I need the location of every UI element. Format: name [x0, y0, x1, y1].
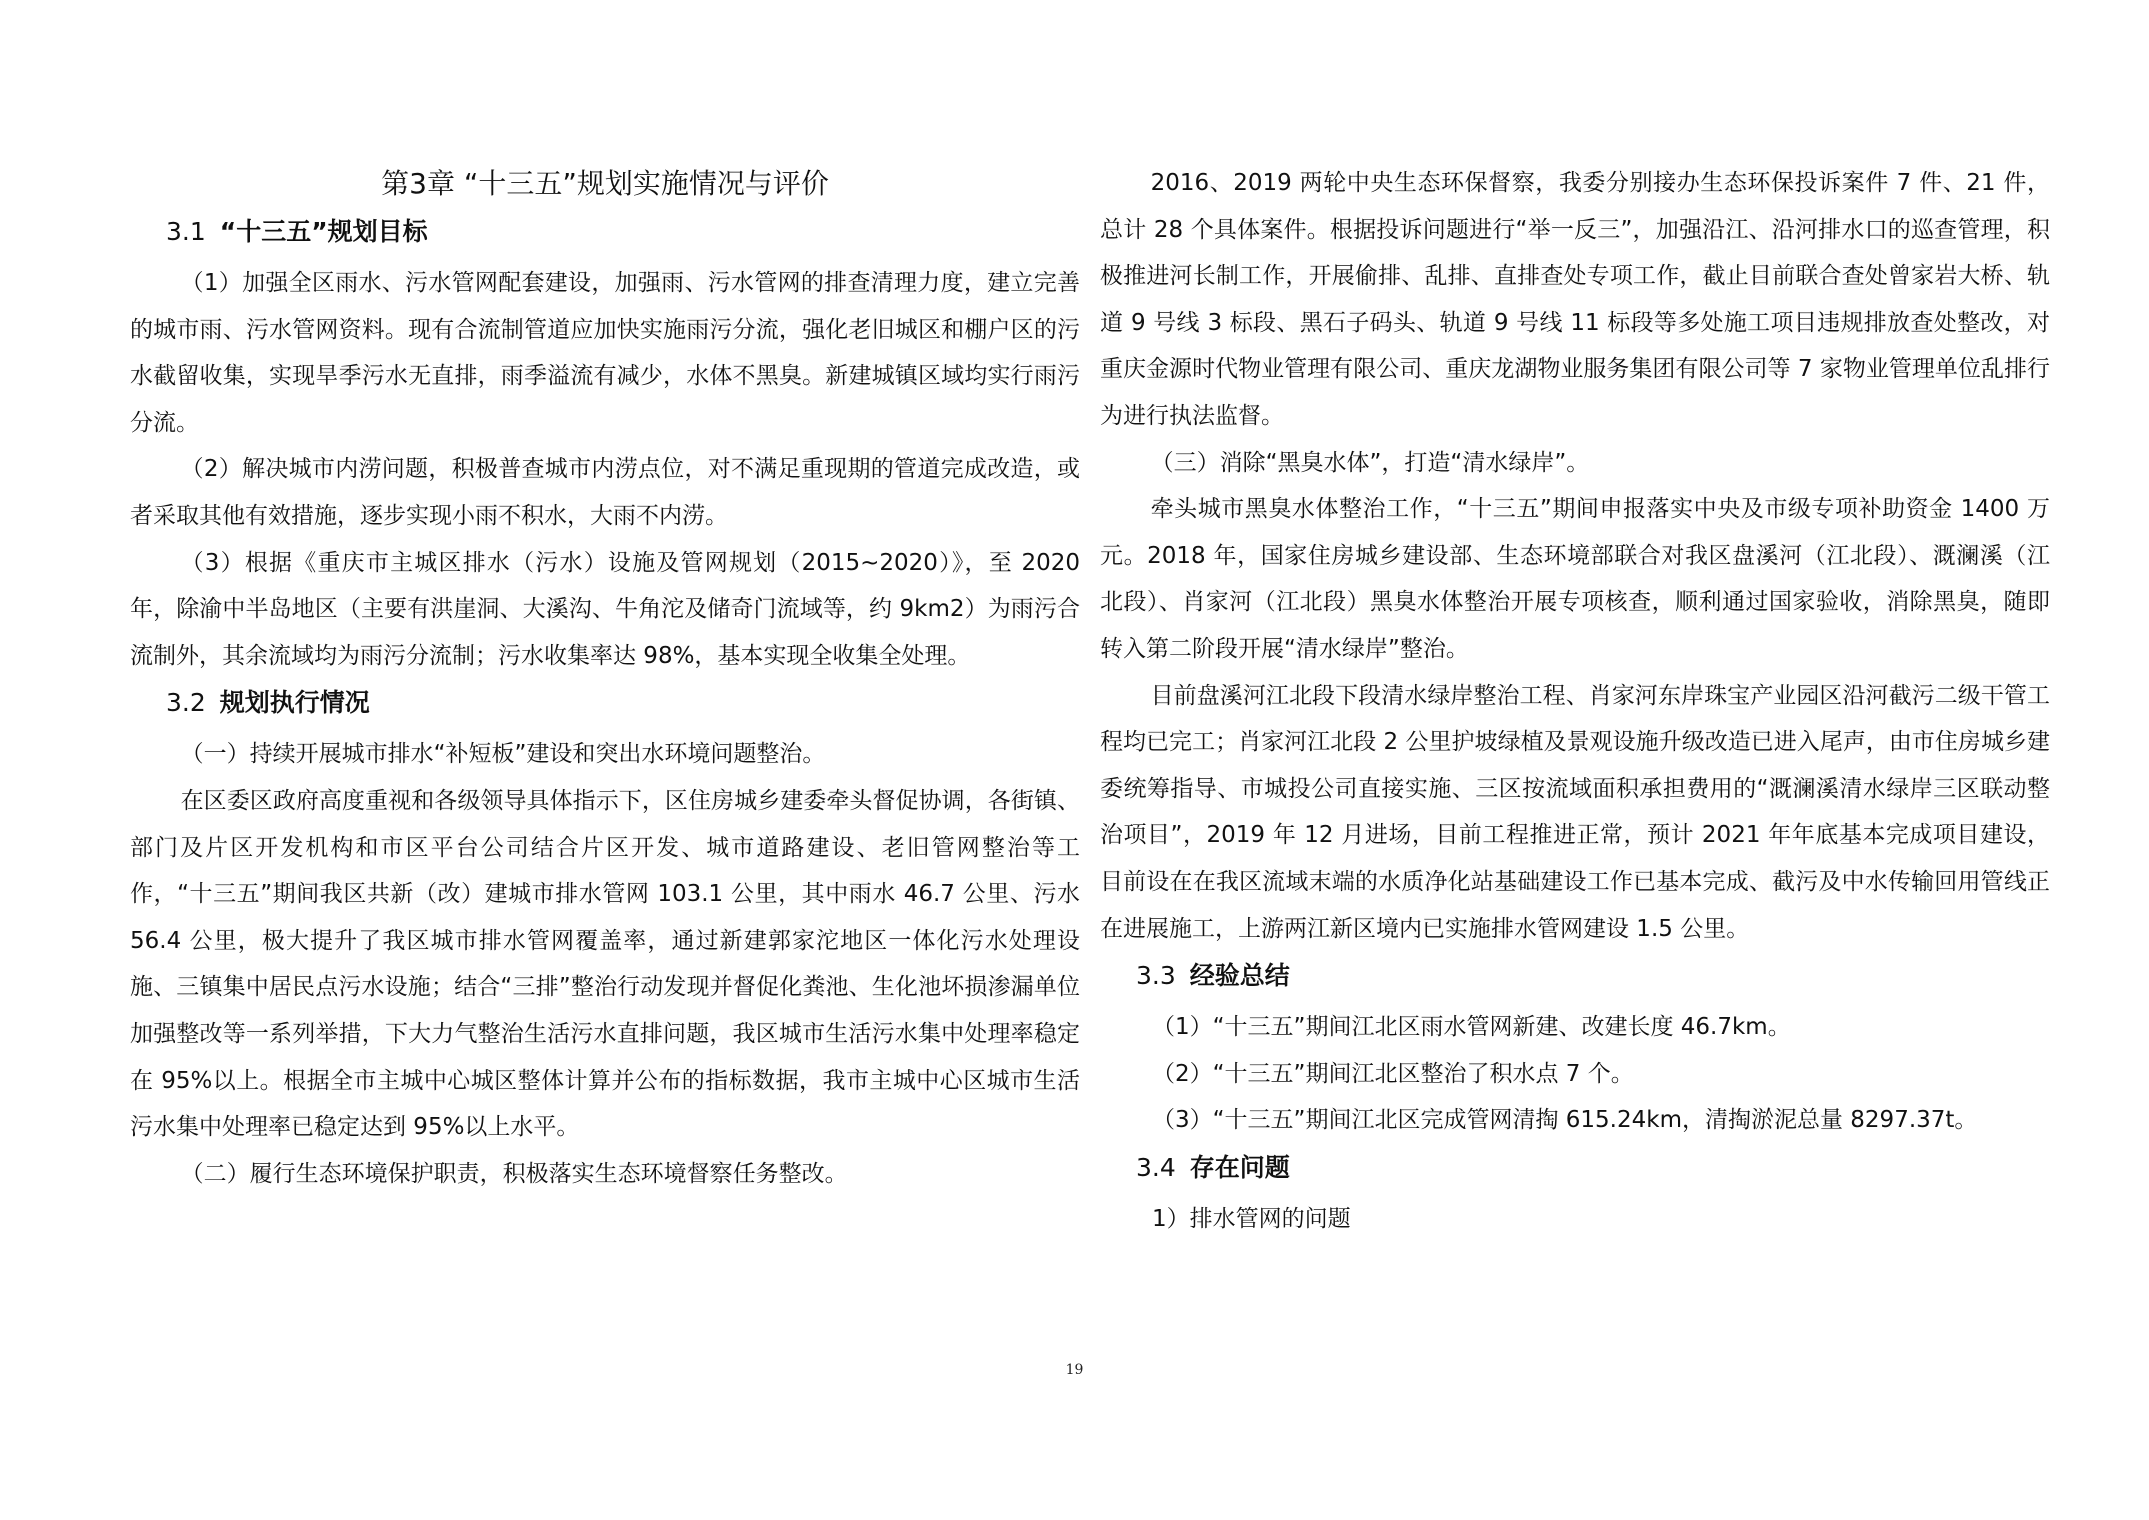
section-title: 经验总结: [1189, 961, 1290, 991]
section-number: 3.4: [1136, 1152, 1176, 1182]
list-item: 1）排水管网的问题: [1152, 1205, 1351, 1232]
chapter-title: 第3章 “十三五”规划实施情况与评价: [381, 167, 829, 200]
section-number: 3.2: [166, 688, 206, 718]
section-heading-3-2: [130, 679, 1080, 727]
section-heading-3-3: [1100, 952, 2050, 1000]
paragraph: （2）解决城市内涝问题，积极普查城市内涝点位，对不满足重现期的管道完成改造，或者采取其他有效措施，逐步实现小雨不积水，大雨不内涝。: [130, 456, 1080, 529]
section-number: 3.1: [166, 217, 206, 246]
paragraph: （1）加强全区雨水、污水管网配套建设，加强雨、污水管网的排查清理力度，建立完善的城市雨、污水管网资料。现有合流制管道应加快实施雨污分流，强化老旧城区和棚户区的污水截留收集，实现旱季污水无直排，雨季溢流有减少，水体不黑臭。新建城镇区域均实行雨污分流。: [130, 270, 1080, 436]
paragraph: 目前盘溪河江北段下段清水绿岸整治工程、肖家河东岸珠宝产业园区沿河截污二级干管工程均已完工；肖家河江北段 2 公里护坡绿植及景观设施升级改造已进入尾声，由市住房城乡建委统筹指导、市城投公司直接实施、三区按流域面积承担费用的“溉澜溪清水绿岸三区联动整治项目”，2019 年 12 月进场，目前工程推进正常，预计 2021 年年底基本完成项目建设，目前设在在我区流域末端的水质净化站基础建设工作已基本完成、截污及中水传输回用管线正在进展施工，上游两江新区境内已实施排水管网建设 1.5 公里。: [1100, 682, 2050, 942]
left-column: [130, 160, 1080, 1197]
page-number: 19: [1065, 1362, 1084, 1378]
paragraph: （三）消除“黑臭水体”，打造“清水绿岸”。: [1150, 449, 1590, 476]
section-heading-3-4: [1100, 1144, 2050, 1192]
paragraph: 在区委区政府高度重视和各级领导具体指示下，区住房城乡建委牵头督促协调，各街镇、部门及片区开发机构和市区平台公司结合片区开发、城市道路建设、老旧管网整治等工作，“十三五”期间我区共新（改）建城市排水管网 103.1 公里，其中雨水 46.7 公里、污水 56.4 公里，极大提升了我区城市排水管网覆盖率，通过新建郭家沱地区一体化污水处理设施、三镇集中居民点污水设施；结合“三排”整治行动发现并督促化粪池、生化池坏损渗漏单位加强整改等一系列举措，下大力气整治生活污水直排问题，我区城市生活污水集中处理率稳定在 95%以上。根据全市主城中心城区整体计算并公布的指标数据，我市主城中心区城市生活污水集中处理率已稳定达到 95%以上水平。: [130, 787, 1080, 1141]
paragraph: 牵头城市黑臭水体整治工作，“十三五”期间申报落实中央及市级专项补助资金 1400 万元。2018 年，国家住房城乡建设部、生态环境部联合对我区盘溪河（江北段）、溉澜溪（江北段）、肖家河（江北段）黑臭水体整治开展专项核查，顺利通过国家验收，消除黑臭，随即转入第二阶段开展“清水绿岸”整治。: [1100, 496, 2050, 662]
section-title: “十三五”规划目标: [219, 217, 428, 246]
paragraph: （二）履行生态环境保护职责，积极落实生态环境督察任务整改。: [180, 1160, 848, 1187]
section-title: 规划执行情况: [219, 688, 370, 718]
section-number: 3.3: [1136, 961, 1176, 991]
list-item: （2）“十三五”期间江北区整治了积水点 7 个。: [1152, 1060, 1634, 1087]
list-item: （3）“十三五”期间江北区完成管网清掏 615.24km，清掏淤泥总量 8297.37t。: [1152, 1107, 1978, 1134]
section-heading-3-1: [130, 208, 1080, 256]
list-item: （1）“十三五”期间江北区雨水管网新建、改建长度 46.7km。: [1152, 1014, 1791, 1041]
section-title: 存在问题: [1189, 1152, 1290, 1182]
paragraph: （一）持续开展城市排水“补短板”建设和突出水环境问题整治。: [180, 741, 826, 768]
paragraph: （3）根据《重庆市主城区排水（污水）设施及管网规划（2015~2020）》，至 2020 年，除渝中半岛地区（主要有洪崖洞、大溪沟、牛角沱及储奇门流域等，约 9km2）为雨污合流制外，其余流域均为雨污分流制；污水收集率达 98%，基本实现全收集全处理。: [130, 549, 1080, 669]
paragraph: 2016、2019 两轮中央生态环保督察，我委分别接办生态环保投诉案件 7 件、21 件，总计 28 个具体案件。根据投诉问题进行“举一反三”，加强沿江、沿河排水口的巡查管理，积极推进河长制工作，开展偷排、乱排、直排查处专项工作，截止目前联合查处曾家岩大桥、轨道 9 号线 3 标段、黑石子码头、轨道 9 号线 11 标段等多处施工项目违规排放查处整改，对重庆金源时代物业管理有限公司、重庆龙湖物业服务集团有限公司等 7 家物业管理单位乱排行为进行执法监督。: [1100, 170, 2050, 429]
right-column: [1100, 160, 2050, 1242]
